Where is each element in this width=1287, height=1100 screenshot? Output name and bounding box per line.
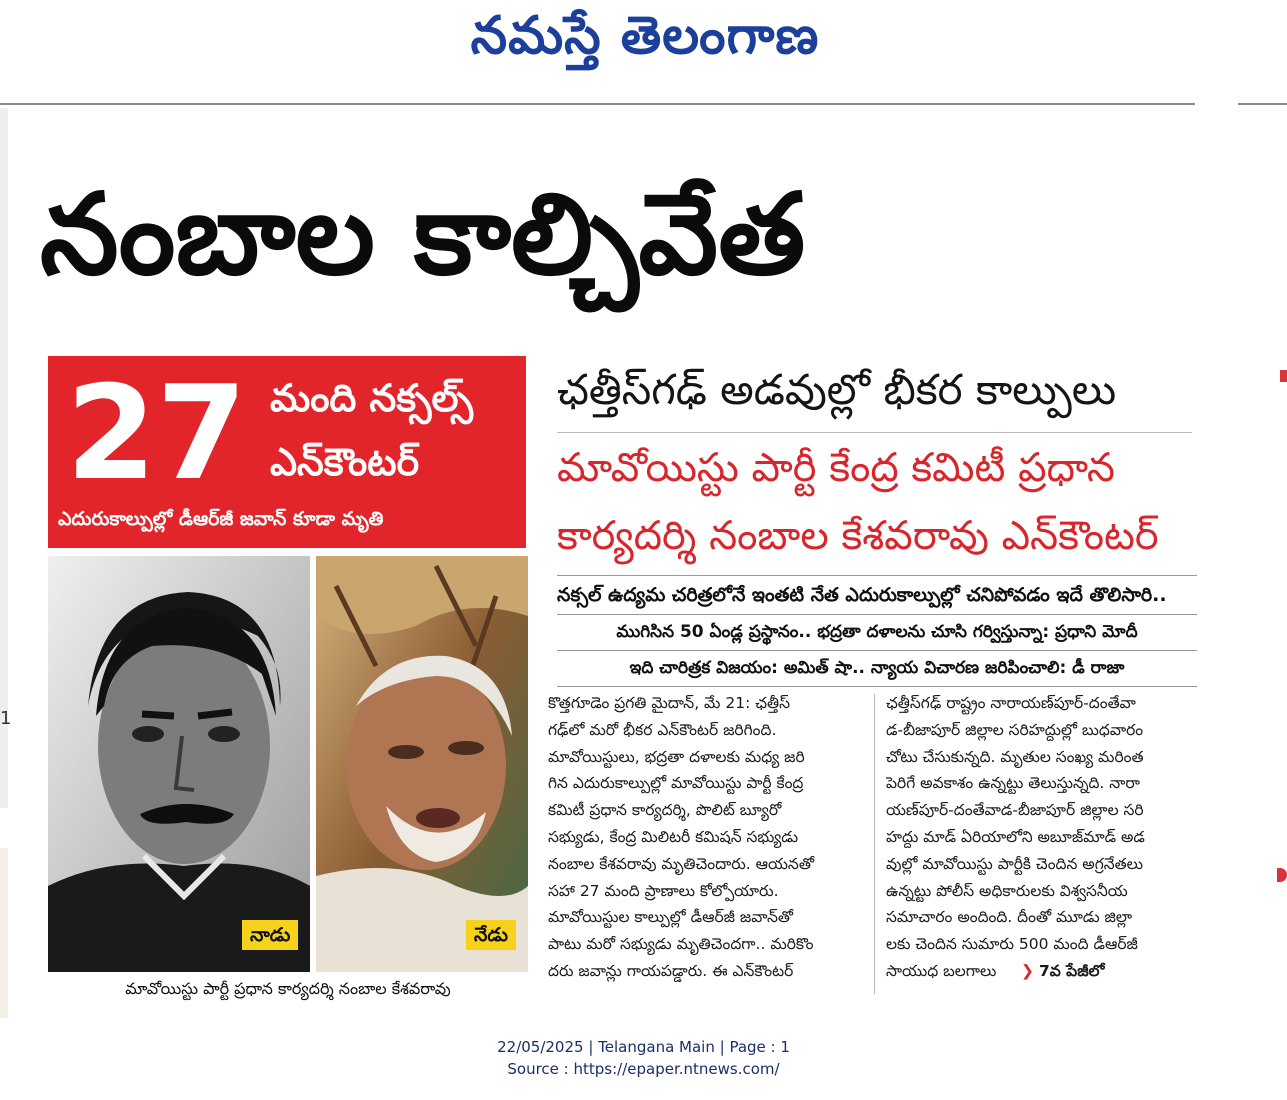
masthead-rule-right [1238, 103, 1287, 105]
footer-source-link[interactable]: Source : https://epaper.ntnews.com/ [507, 1060, 780, 1078]
photo-tag-now: నేడు [466, 920, 516, 950]
jump-arrow-icon: ❯ [1021, 961, 1035, 980]
body-line: మావోయిస్టులు, భద్రతా దళాలకు మధ్య జరి [548, 747, 805, 766]
red-box-line-2: ఎన్‌కౌంటర్ [270, 440, 420, 484]
body-line: నంబాల కేశవరావు మృతిచెందారు. ఆయనతో [548, 854, 814, 873]
photo-now-portrait [316, 556, 528, 972]
masthead-rule [0, 103, 1195, 105]
portrait-then-illustration [48, 556, 310, 972]
footer-date-line: 22/05/2025 | Telangana Main | Page : 1 [497, 1038, 790, 1056]
body-line-last [886, 958, 1194, 985]
subhead-red-line-1: మావోయిస్టు పార్టీ కేంద్ర కమిటీ ప్రధాన [557, 445, 1115, 491]
body-line: గిన ఎదురుకాల్పుల్లో మావోయిస్టు పార్టీ కేంద్ర [548, 774, 804, 793]
body-line: పాటు మరో సభ్యుడు మృతిచెందగా.. మరికొం [548, 935, 814, 954]
photo-caption: మావోయిస్టు పార్టీ ప్రధాన కార్యదర్శి నంబాల కేశవరావు [125, 979, 451, 998]
photo-then-portrait [48, 556, 310, 972]
continued-on-page-link[interactable]: 7వ పేజీలో [1038, 961, 1105, 980]
photo-tag-then: నాడు [242, 920, 298, 950]
margin-page-mark: 1 [0, 708, 12, 729]
kicker-3: ఇది చారిత్రక విజయం: అమిత్ షా.. న్యాయ విచారణ జరిపించాలి: డీ రాజా [629, 658, 1125, 678]
red-box-subline: ఎదురుకాల్పుల్లో డీఆర్‌జీ జవాన్ కూడా మృతి [58, 508, 384, 530]
left-margin-strip-lower [0, 848, 8, 1018]
body-line: సమాచారం అందింది. దీంతో మూడు జిల్లా [886, 908, 1133, 927]
right-margin-mark [1277, 868, 1287, 882]
subhead-divider [557, 432, 1192, 433]
body-line: హద్దు మాడ్ ఏరియాలోని అబూజ్‌మాడ్ అడ [886, 827, 1145, 846]
kicker-divider [557, 686, 1197, 687]
left-margin-strip [0, 108, 8, 808]
portrait-now-illustration [316, 556, 528, 972]
body-line: వుల్లో మావోయిస్టు పార్టీకి చెందిన అగ్రనేతలు [886, 854, 1144, 873]
body-line: గఢ్‌లో మరో భీకర ఎన్‌కౌంటర్ జరిగింది. [548, 720, 777, 739]
subhead-black: ఛత్తీస్‌గఢ్ అడవుల్లో భీకర కాల్పులు [557, 365, 1117, 414]
kicker-divider [557, 650, 1197, 651]
kicker-divider [557, 575, 1197, 576]
kicker-2: ముగిసిన 50 ఏండ్ల ప్రస్థానం.. భద్రతా దళాలను చూసి గర్విస్తున్నా: ప్రధాని మోదీ [616, 622, 1138, 642]
body-line: లకు చెందిన సుమారు 500 మంది డీఆర్‌జీ [886, 935, 1138, 954]
body-column-1 [548, 690, 862, 985]
body-column-2 [886, 690, 1194, 985]
body-line: ఉన్నట్టు పోలీస్ అధికారులకు విశ్వసనీయ [886, 881, 1128, 900]
right-margin-mark-top [1280, 370, 1287, 382]
red-box-number: 27 [66, 357, 247, 509]
body-line: ఛత్తీస్‌గఢ్ రాష్ట్రం నారాయణ్‌పూర్-దంతేవా [886, 694, 1136, 712]
body-line: చోటు చేసుకున్నది. మృతుల సంఖ్య మరింత [886, 747, 1144, 766]
kicker-divider [557, 614, 1197, 615]
body-line: దరు జవాన్లు గాయపడ్డారు. ఈ ఎన్‌కౌంటర్ [548, 961, 794, 980]
body-line: సభ్యుడు, కేంద్ర మిలిటరీ కమిషన్ సభ్యుడు [548, 827, 799, 846]
main-headline: నంబాల కాల్చివేత [40, 170, 806, 300]
red-highlight-box [48, 356, 526, 548]
body-line: యణ్‌పూర్-దంతేవాడ-బీజాపూర్ జిల్లాల సరి [886, 801, 1144, 820]
body-line: పెరిగే అవకాశం ఉన్నట్టు తెలుస్తున్నది. నారా [886, 774, 1140, 793]
body-line: మావోయిస్టుల కాల్పుల్లో డీఆర్‌జీ జవాన్‌తో [548, 908, 793, 927]
body-line-text: సాయుధ బలగాలు [886, 961, 997, 980]
column-divider [874, 694, 875, 994]
subhead-red-line-2: కార్యదర్శి నంబాల కేశవరావు ఎన్‌కౌంటర్ [557, 513, 1159, 559]
body-line: కమిటీ ప్రధాన కార్యదర్శి, పొలిట్ బ్యూరో [548, 801, 782, 820]
red-box-line-1: మంది నక్సల్స్ [270, 376, 474, 420]
masthead-logo: నమస్తే తెలంగాణ [470, 6, 820, 66]
masthead [0, 0, 1287, 106]
body-line: డ-బీజాపూర్ జిల్లాల సరిహద్దుల్లో బుధవారం [886, 720, 1144, 739]
body-line: సహా 27 మంది ప్రాణాలు కోల్పోయారు. [548, 881, 779, 900]
kicker-1: నక్సల్ ఉద్యమ చరిత్రలోనే ఇంతటి నేత ఎదురుకాల్పుల్లో చనిపోవడం ఇదే తొలిసారి.. [557, 584, 1167, 606]
body-line: కొత్తగూడెం ప్రగతి మైదాన్, మే 21: ఛత్తీస్ [548, 694, 791, 712]
